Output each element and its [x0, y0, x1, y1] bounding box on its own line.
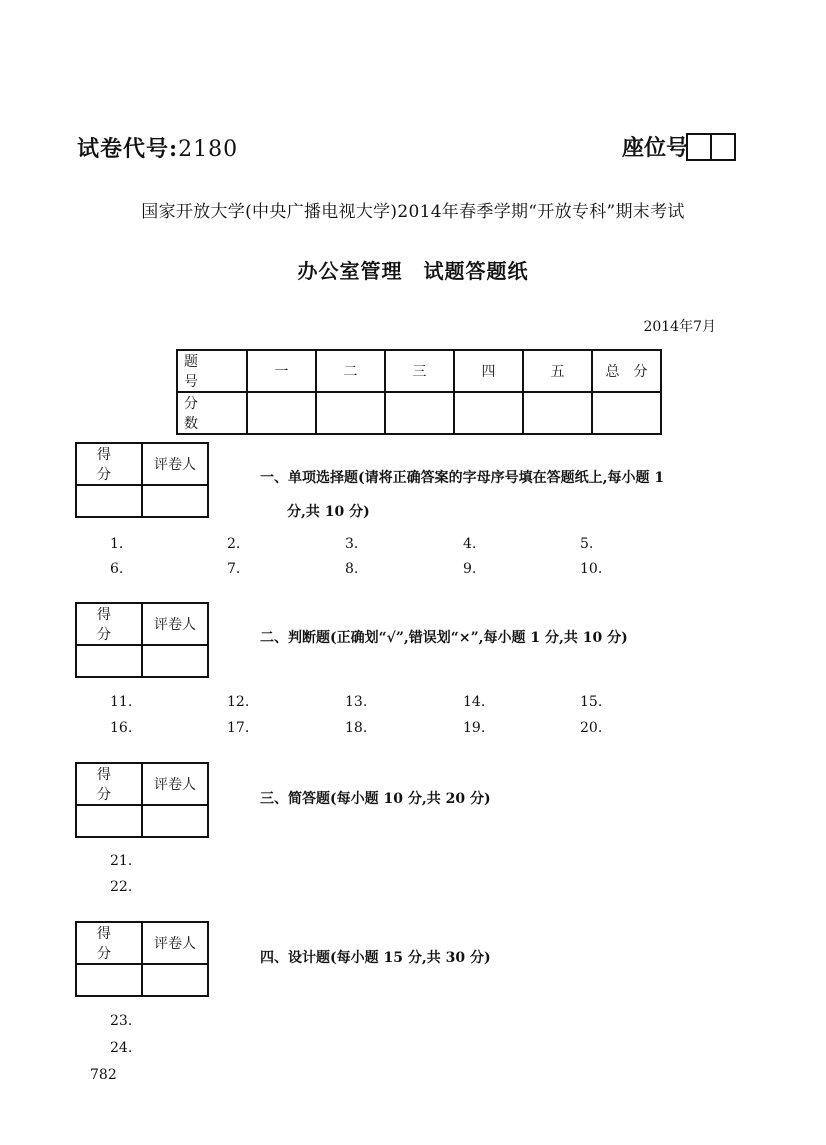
grader-box-score-label: 得 分	[76, 922, 142, 964]
score-table-cell: 五	[523, 350, 592, 392]
section-1-title: 一、单项选择题(请将正确答案的字母序号填在答题纸上,每小题 1	[260, 470, 665, 486]
exam-code-label: 试卷代号:	[77, 136, 179, 162]
section-4-title: 四、设计题(每小题 15 分,共 30 分)	[260, 950, 491, 966]
grader-box-score-label: 得 分	[76, 763, 142, 805]
score-table	[176, 349, 662, 435]
score-table-score-row	[177, 392, 661, 434]
seat-number	[622, 131, 736, 162]
score-table-cell: 三	[385, 350, 454, 392]
question-number: 21.	[110, 853, 133, 869]
score-table-cell[interactable]	[316, 392, 385, 434]
score-table-cell[interactable]	[247, 392, 316, 434]
question-number: 16.	[110, 720, 133, 736]
question-number: 6.	[110, 561, 124, 577]
question-number: 22.	[110, 879, 133, 895]
question-number: 4.	[463, 536, 477, 552]
question-number: 12.	[227, 694, 250, 710]
question-number: 17.	[227, 720, 250, 736]
question-number: 15.	[580, 694, 603, 710]
grader-box	[75, 602, 209, 678]
grader-box	[75, 762, 209, 838]
grader-box	[75, 442, 209, 518]
grader-box-grader-label: 评卷人	[142, 922, 208, 964]
section-2-title: 二、判断题(正确划“√”,错误划“×”,每小题 1 分,共 10 分)	[260, 630, 628, 646]
section-3-title: 三、简答题(每小题 10 分,共 20 分)	[260, 791, 491, 807]
score-table-cell[interactable]	[454, 392, 523, 434]
grader-box-grader-cell[interactable]	[142, 964, 208, 996]
grader-box-grader-cell[interactable]	[142, 805, 208, 837]
score-table-cell: 四	[454, 350, 523, 392]
score-table-cell: 题 号	[177, 350, 247, 392]
score-table-cell[interactable]	[523, 392, 592, 434]
score-table-cell[interactable]	[592, 392, 661, 434]
grader-box-grader-label: 评卷人	[142, 443, 208, 485]
seat-number-label: 座位号	[622, 135, 689, 161]
seat-box-2	[710, 133, 736, 161]
score-table-cell: 分 数	[177, 392, 247, 434]
grader-box-score-label: 得 分	[76, 443, 142, 485]
grader-box-score-cell[interactable]	[76, 645, 142, 677]
question-number: 11.	[110, 694, 133, 710]
question-number: 23.	[110, 1013, 133, 1029]
exam-code-value: 2180	[178, 137, 239, 162]
question-number: 20.	[580, 720, 603, 736]
question-number: 14.	[463, 694, 486, 710]
question-number: 13.	[345, 694, 368, 710]
score-table-cell: 总 分	[592, 350, 661, 392]
score-table-cell[interactable]	[385, 392, 454, 434]
grader-box-score-cell[interactable]	[76, 964, 142, 996]
page-number: 782	[90, 1067, 117, 1083]
score-table-cell: 二	[316, 350, 385, 392]
section-1-title-cont: 分,共 10 分)	[287, 504, 370, 520]
question-number: 8.	[345, 561, 359, 577]
question-number: 24.	[110, 1040, 133, 1056]
question-number: 18.	[345, 720, 368, 736]
question-number: 19.	[463, 720, 486, 736]
question-number: 7.	[227, 561, 241, 577]
question-number: 2.	[227, 536, 241, 552]
question-number: 3.	[345, 536, 359, 552]
question-number: 1.	[110, 536, 124, 552]
score-table-header-row	[177, 350, 661, 392]
grader-box-score-label: 得 分	[76, 603, 142, 645]
question-number: 5.	[580, 536, 594, 552]
grader-box-score-cell[interactable]	[76, 485, 142, 517]
grader-box-grader-label: 评卷人	[142, 603, 208, 645]
grader-box-grader-cell[interactable]	[142, 645, 208, 677]
subject-title: 办公室管理 试题答题纸	[297, 259, 529, 283]
seat-box-1	[686, 133, 712, 161]
grader-box-grader-label: 评卷人	[142, 763, 208, 805]
question-number: 10.	[580, 561, 603, 577]
question-number: 9.	[463, 561, 477, 577]
grader-box	[75, 921, 209, 997]
score-table-cell: 一	[247, 350, 316, 392]
exam-code	[77, 132, 238, 163]
university-line: 国家开放大学(中央广播电视大学)2014年春季学期“开放专科”期末考试	[141, 202, 685, 222]
grader-box-grader-cell[interactable]	[142, 485, 208, 517]
grader-box-score-cell[interactable]	[76, 805, 142, 837]
exam-date: 2014年7月	[643, 319, 716, 335]
